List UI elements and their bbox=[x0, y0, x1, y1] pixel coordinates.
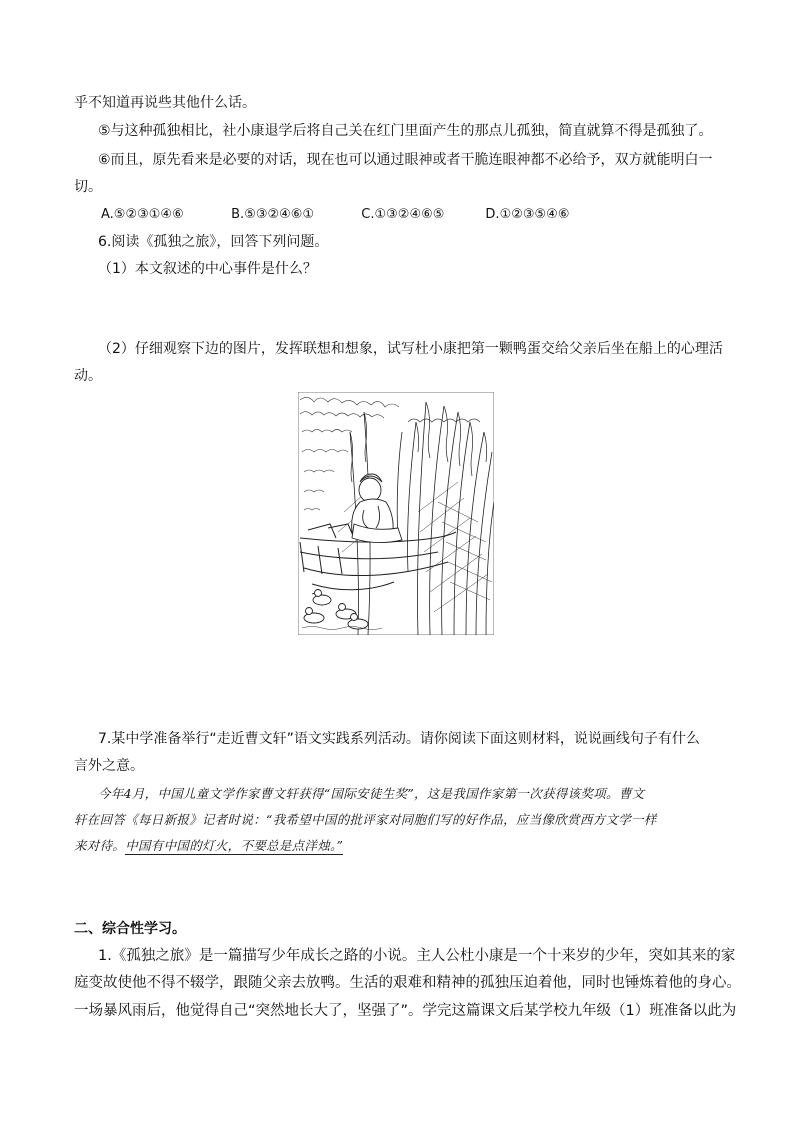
quote-line: 轩在回答《每日新报》记者时说：“我希望中国的批评家对同胞们写的好作品，应当像欣赏西方文学一样 bbox=[74, 812, 657, 827]
question-6-sub2-cont: 动。 bbox=[74, 368, 102, 384]
question-6-sub2: （2）仔细观察下边的图片，发挥联想和想象，试写杜小康把第一颗鸭蛋交给父亲后坐在船上的心理活 bbox=[98, 341, 723, 357]
section-paragraph: 1.《孤独之旅》是一篇描写少年成长之路的小说。主人公杜小康是一个十来岁的少年，突如其来的家 bbox=[98, 948, 736, 964]
option-a: A.⑤②③①④⑥ bbox=[101, 207, 184, 222]
section-heading: 二、综合性学习。 bbox=[74, 921, 186, 937]
quote-plain: 来对待。 bbox=[74, 838, 126, 853]
paragraph-line: ⑤与这种孤独相比，社小康退学后将自己关在红门里面产生的那点儿孤独，简直就算不得是孤独了。 bbox=[98, 123, 713, 139]
underlined-sentence: 中国有中国的灯火，不要总是点洋烛。” bbox=[125, 838, 344, 853]
paragraph-line: ⑥而且，原先看来是必要的对话，现在也可以通过眼神或者干脆连眼神都不必给予，双方就能明白一 bbox=[98, 152, 713, 168]
option-d: D.①②③⑤④⑥ bbox=[485, 207, 570, 222]
question-6-sub1: （1）本文叙述的中心事件是什么？ bbox=[98, 261, 317, 277]
section-paragraph: 一场暴风雨后，他觉得自己“突然地长大了，坚强了”。学完这篇课文后某学校九年级（1）班准备以此为 bbox=[74, 1003, 737, 1019]
question-7-line2: 言外之意。 bbox=[74, 758, 144, 774]
answer-options bbox=[101, 206, 570, 224]
question-7-line1: 7.某中学准备举行“走近曹文轩”语文实践系列活动。请你阅读下面这则材料，说说画线句子有什么 bbox=[98, 731, 700, 747]
option-c: C.①③②④⑥⑤ bbox=[361, 207, 445, 222]
section-paragraph: 庭变故使他不得不辍学，跟随父亲去放鸭。生活的艰难和精神的孤独压迫着他，同时也锤炼着他的身心。 bbox=[74, 975, 741, 991]
question-6-title: 6.阅读《孤独之旅》，回答下列问题。 bbox=[98, 234, 329, 250]
paragraph-line: 切。 bbox=[74, 179, 102, 195]
quote-line bbox=[74, 838, 343, 854]
option-b: B.⑤③②④⑥① bbox=[231, 207, 315, 222]
paragraph-line: 乎不知道再说些其他什么话。 bbox=[74, 95, 256, 111]
boy-on-boat-illustration bbox=[298, 392, 494, 635]
quote-line: 今年4月，中国儿童文学作家曹文轩获得“国际安徒生奖”，这是我国作家第一次获得该奖项。曹文 bbox=[98, 786, 645, 801]
